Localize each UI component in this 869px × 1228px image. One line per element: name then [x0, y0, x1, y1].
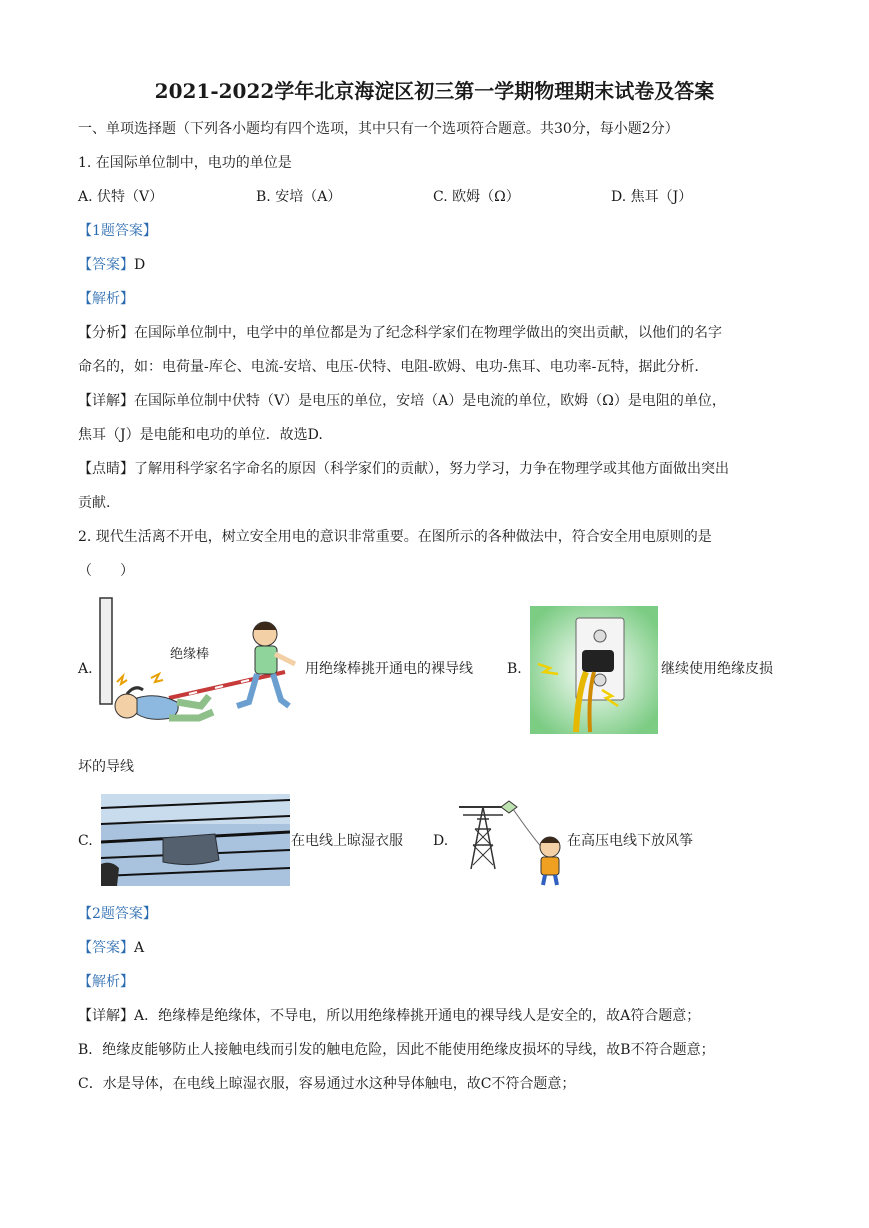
insulating-rod-illustration — [97, 594, 307, 744]
dianjing-text: 了解用科学家名字命名的原因（科学家们的贡献），努力学习，力争在物理学或其他方面做出突出 — [134, 461, 729, 477]
q1-analysis-tag: 【解析】 — [78, 291, 134, 307]
q2-stem-line-1: 2. 现代生活离不开电，树立安全用电的意识非常重要。在图所示的各种做法中，符合安全用电原则的是 — [78, 529, 712, 545]
q2-answer-header: 【2题答案】 — [78, 906, 157, 922]
q2-option-d-text: 在高压电线下放风筝 — [567, 833, 693, 849]
q1-option-b: B. 安培（A） — [256, 189, 342, 205]
q2-analysis-tag: 【解析】 — [78, 974, 134, 990]
q1-xiangjie-line-2: 焦耳（J）是电能和电功的单位．故选D. — [78, 427, 323, 443]
wet-clothes-on-wire-photo — [101, 794, 290, 886]
q1-dianjing-line-1 — [78, 459, 729, 479]
answer-tag: 【答案】 — [78, 257, 134, 273]
q2-option-c-letter: C. — [78, 833, 93, 849]
q1-stem: 1. 在国际单位制中，电功的单位是 — [78, 155, 292, 171]
dianjing-tag: 【点睛】 — [78, 461, 134, 477]
xiangjie-tag: 【详解】 — [78, 393, 134, 409]
kite-under-power-lines-illustration — [455, 799, 567, 889]
q1-answer-line — [78, 255, 145, 275]
q2-option-a-letter: A. — [78, 661, 93, 677]
q1-dianjing-line-2: 贡献. — [78, 495, 111, 511]
answer-tag: 【答案】 — [78, 940, 134, 956]
xiangjie-tag: 【详解】 — [78, 1008, 134, 1024]
q2-option-b-text: 继续使用绝缘皮损 — [661, 661, 773, 677]
q2-option-b-letter: B. — [507, 661, 522, 677]
q1-option-d: D. 焦耳（J） — [611, 189, 693, 205]
q1-answer-value: D — [134, 257, 146, 273]
q2-option-d-letter: D. — [433, 833, 449, 849]
damaged-cord-illustration — [530, 606, 658, 734]
q1-xiangjie-line-1 — [78, 391, 726, 411]
q2-option-b-text-cont: 坏的导线 — [78, 759, 134, 775]
xiangjie-text: 在国际单位制中伏特（V）是电压的单位，安培（A）是电流的单位，欧姆（Ω）是电阻的单位， — [134, 393, 726, 409]
insulating-rod-label: 绝缘棒 — [170, 647, 210, 662]
q2-option-c-text: 在电线上晾湿衣服 — [291, 833, 403, 849]
fenxi-tag: 【分析】 — [78, 325, 134, 341]
q2-answer-line — [78, 938, 144, 958]
q1-option-c: C. 欧姆（Ω） — [433, 189, 520, 205]
q2-stem-line-2: （ ） — [78, 563, 134, 579]
xiangjie-text-a: A．绝缘棒是绝缘体，不导电，所以用绝缘棒挑开通电的裸导线人是安全的，故A符合题意； — [134, 1008, 701, 1024]
q1-answer-header: 【1题答案】 — [78, 223, 157, 239]
q2-xiangjie-line-a — [78, 1006, 700, 1026]
q2-option-a-text: 用绝缘棒挑开通电的裸导线 — [305, 661, 473, 677]
q1-fenxi-line-1 — [78, 323, 722, 343]
fenxi-text: 在国际单位制中，电学中的单位都是为了纪念科学家们在物理学做出的突出贡献，以他们的名字 — [134, 325, 722, 341]
q2-xiangjie-line-c: C．水是导体，在电线上晾湿衣服，容易通过水这种导体触电，故C不符合题意； — [78, 1076, 576, 1092]
q1-fenxi-line-2: 命名的，如：电荷量-库仑、电流-安培、电压-伏特、电阻-欧姆、电功-焦耳、电功率-瓦特，据此分析. — [78, 359, 699, 375]
q1-option-a: A. 伏特（V） — [78, 189, 164, 205]
page-title: 2021-2022学年北京海淀区初三第一学期物理期末试卷及答案 — [154, 79, 715, 103]
q2-xiangjie-line-b: B．绝缘皮能够防止人接触电线而引发的触电危险，因此不能使用绝缘皮损坏的导线，故B不符合题意； — [78, 1042, 715, 1058]
section-heading: 一、单项选择题（下列各小题均有四个选项，其中只有一个选项符合题意。共30分，每小题2分） — [78, 121, 679, 137]
q2-answer-value: A — [134, 940, 145, 956]
